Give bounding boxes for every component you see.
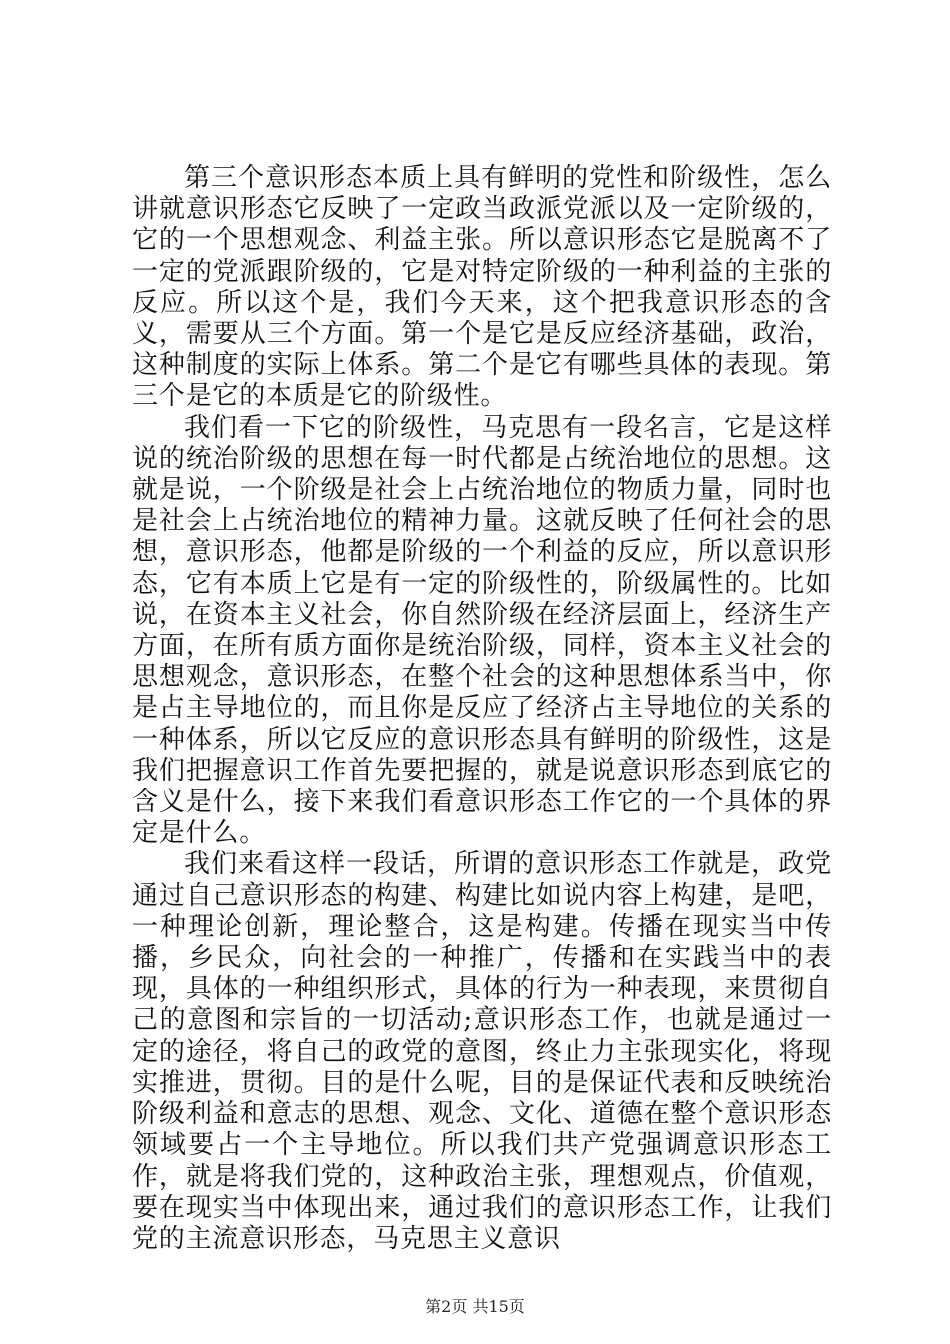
body-paragraph-1: 第三个意识形态本质上具有鲜明的党性和阶级性，怎么讲就意识形态它反映了一定政当政派党派以及一定阶级的，它的一个思想观念、利益主张。所以意识形态它是脱离不了一定的党派跟阶级的，它是对特定阶级的一种利益的主张的反应。所以这个是，我们今天来，这个把我意识形态的含义，需要从三个方面。第一个是它是反应经济基础，政治，这种制度的实际上体系。第二个是它有哪些具体的表现。第三个是它的本质是它的阶级性。 xyxy=(132,163,832,412)
document-body xyxy=(132,163,832,1255)
page-number-footer: 第2页 共15页 xyxy=(425,1297,525,1316)
body-paragraph-2: 我们看一下它的阶级性，马克思有一段名言，它是这样说的统治阶级的思想在每一时代都是占统治地位的思想。这就是说，一个阶级是社会上占统治地位的物质力量，同时也是社会上占统治地位的精神力量。这就反映了任何社会的思想，意识形态，他都是阶级的一个利益的反应，所以意识形态，它有本质上它是有一定的阶级性的，阶级属性的。比如说，在资本主义社会，你自然阶级在经济层面上，经济生产方面，在所有质方面你是统治阶级，同样，资本主义社会的思想观念，意识形态，在整个社会的这种思想体系当中，你是占主导地位的，而且你是反应了经济占主导地位的关系的一种体系，所以它反应的意识形态具有鲜明的阶级性，这是我们把握意识工作首先要把握的，就是说意识形态到底它的含义是什么，接下来我们看意识形态工作它的一个具体的界定是什么。 xyxy=(132,412,832,849)
body-paragraph-3: 我们来看这样一段话，所谓的意识形态工作就是，政党通过自己意识形态的构建、构建比如说内容上构建，是吧，一种理论创新，理论整合，这是构建。传播在现实当中传播，乡民众，向社会的一种推广，传播和在实践当中的表现，具体的一种组织形式，具体的行为一种表现，来贯彻自己的意图和宗旨的一切活动;意识形态工作，也就是通过一定的途径，将自己的政党的意图，终止力主张现实化，将现实推进，贯彻。目的是什么呢，目的是保证代表和反映统治阶级利益和意志的思想、观念、文化、道德在整个意识形态领域要占一个主导地位。所以我们共产党强调意识形态工作，就是将我们党的，这种政治主张，理想观点，价值观，要在现实当中体现出来，通过我们的意识形态工作，让我们党的主流意识形态，马克思主义意识 xyxy=(132,849,832,1254)
